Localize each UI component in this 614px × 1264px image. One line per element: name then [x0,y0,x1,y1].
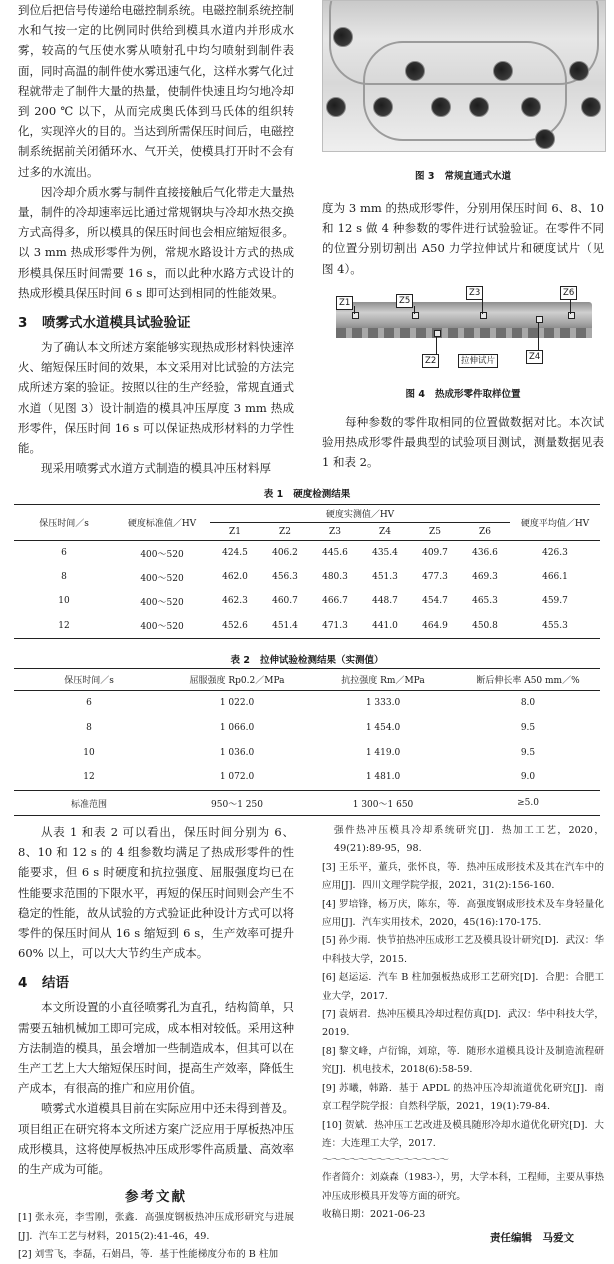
responsible-editor: 责任编辑 马爱文 [490,1231,574,1244]
table-cell: 436.6 [472,548,498,559]
author-bio: 作者简介：刘焱森（1983-），男，大学本科，工程师，主要从事热冲压成形模具开发等方面的研究。 [322,1172,604,1202]
table-cell: 456.3 [272,572,298,583]
water-channel-hole [405,61,425,81]
table-cell: 1 481.0 [365,772,401,783]
water-channel-hole [326,97,346,117]
body-paragraph: 为了确认本文所述方案能够实现热成形材料快速淬火、缩短保压时间的效果，本文采用对比试验的方法完成所述方案的验证。按照以往的生产经验，常规直通式水道（见图 3）设计制造的模具冲压厚度 3 mm 热成形零件，保压时间 16 s 可以保证热成形材料的力学性能。 [18,340,294,456]
table-cell: 406.2 [272,548,298,559]
water-channel-hole [431,97,451,117]
table-cell: 400～520 [140,573,184,584]
figure-caption-text: 热成形零件取样位置 [434,389,521,400]
column-header: 硬度平均值／HV [510,505,600,541]
leader-line [482,298,483,314]
table-cell: 451.4 [272,620,298,631]
water-channel-hole [493,61,513,81]
table-cell: 8 [61,572,67,583]
table-cell: 1 022.0 [219,698,255,709]
table-row [14,614,600,639]
table-cell: 12 [83,772,95,783]
part-flange [336,328,592,338]
table-cell: 1 333.0 [365,698,401,709]
column-header: 保压时间／s [14,669,164,691]
table-cell: 1 419.0 [365,747,401,758]
figure-label: 图 3 [415,171,435,182]
section-heading [18,311,294,331]
leader-line [570,300,571,314]
water-channel-hole [469,97,489,117]
reference-item: [9] 苏曦，韩路．基于 APDL 的热冲压冷却流道优化研究[J]．南京工程学院学报：自然科学版，2021，19(1):79-84. [322,1082,604,1113]
zone-tag: Z4 [526,350,543,364]
table-cell: 454.7 [422,596,448,607]
body-paragraph: 现采用喷雾式水道方式制造的模具冲压材料厚 [41,461,271,476]
table-cell: 441.0 [372,620,398,631]
column-header: 保压时间／s [14,505,114,541]
table-row [14,565,600,589]
table-cell: 469.3 [472,572,498,583]
zone-tag: 拉伸试片 [458,354,498,368]
table-cell: 9.0 [520,772,536,783]
zone-header: Z6 [460,523,510,541]
column-group-header: 硬度实测值／HV [210,505,510,523]
table-cell: 1 066.0 [219,723,255,734]
tensile-table [14,668,600,816]
table-cell: 400～520 [140,622,184,633]
table-1-caption [14,486,600,500]
column-header: 硬度标准值／HV [114,505,210,541]
figure-4-caption [322,386,604,400]
table-row [14,541,600,566]
leader-line [436,336,437,354]
zone-tag: Z3 [466,286,483,300]
table-cell: 400～520 [140,597,184,608]
water-channel-hole [581,97,601,117]
table-cell: 1 454.0 [365,723,401,734]
section-number: 4 [18,975,28,992]
table-row [14,765,600,790]
section-number: 3 [18,315,28,332]
leader-line [414,306,415,314]
reference-item: [6] 赵运运．汽车 B 柱加强板热成形工艺研究[D]．合肥：合肥工业大学，2017. [322,972,604,1002]
table-cell: 409.7 [422,548,448,559]
section-heading [18,971,294,991]
reference-item: 强件热冲压模具冷却系统研究[J]．热加工工艺，2020，49(21):89-95，98. [334,825,604,855]
table-cell: 450.8 [472,620,498,631]
references-heading: 参考文献 [125,1189,187,1206]
table-cell: 1 036.0 [219,747,255,758]
leader-line [538,322,539,350]
column-header: 屈服强度 Rp0.2／MPa [164,669,310,691]
reference-item: [8] 黎文峰，卢衍锦，刘琼，等．随形水道模具设计及制造流程研究[J]．机电技术，2018(6):58-59. [322,1045,604,1076]
table-cell: 480.3 [322,572,348,583]
table-cell: 466.1 [542,572,568,583]
body-paragraph: 喷雾式水道模具目前在实际应用中还未得到普及。项目组正在研究将本文所述方案广泛应用于厚板热冲压成形模具，这将使厚板热冲压成形零件高质量、高效率的生产成为可能。 [18,1101,294,1177]
table-cell: 8 [86,723,92,734]
zone-header: Z2 [260,523,310,541]
table-cell: 标准范围 [14,790,164,816]
table-cell: 448.7 [372,596,398,607]
table-cell: 950～1 250 [164,790,310,816]
table-cell: 445.6 [322,548,348,559]
zone-tag: Z6 [560,286,577,300]
zone-tag: Z1 [336,296,353,310]
tilde-divider: ～～～～～～～～～～～～～～ [322,1155,448,1167]
figure-3-image [322,0,606,152]
hardness-table [14,504,600,639]
body-paragraph: 度为 3 mm 的热成形零件，分别用保压时间 6、8、10 和 12 s 做 4 种参数的零件进行试验验证。在零件不同的位置分别切割出 A50 力学拉伸试片和硬度试片（见图 4）。 [322,201,604,276]
table-label: 表 1 [263,489,284,500]
standard-range-row [14,790,600,816]
table-cell: 465.3 [472,596,498,607]
table-cell: 12 [58,620,70,631]
table-cell: 452.6 [222,620,248,631]
figure-4-image [330,284,598,370]
table-row [14,740,600,765]
table-row [14,716,600,741]
zone-header: Z1 [210,523,260,541]
column-header: 抗拉强度 Rm／MPa [310,669,456,691]
water-channel-hole [373,97,393,117]
table-cell: ≥5.0 [456,790,600,816]
table-row [14,691,600,716]
reference-item: [7] 袁炳君．热冲压模具冷却过程仿真[D]．武汉：华中科技大学，2019. [322,1009,604,1039]
figure-label: 图 4 [405,389,425,400]
body-paragraph: 从表 1 和表 2 可以看出，保压时间分别为 6、8、10 和 12 s 的 4 组参数均满足了热成形零件的性能要求，但 6 s 时硬度和抗拉强度、屈服强度均已在性能要求范围的下限水平，再短的保压时间则会产生不稳定的性能，故从试验的方式验证此种设计方式可以将零件的保压时间从 16 s 缩短到 6 s，生产效率可提升 60% 以上，可以大大节约生产成本。 [18,825,294,961]
table-cell: 464.9 [422,620,448,631]
table-cell: 1 300～1 650 [310,790,456,816]
table-cell: 466.7 [322,596,348,607]
zone-tag: Z2 [422,354,439,368]
figure-caption-text: 常规直通式水道 [444,171,511,182]
table-cell: 462.0 [222,572,248,583]
table-cell: 455.3 [542,620,568,631]
received-date: 收稿日期：2021-06-23 [322,1209,426,1221]
table-cell: 9.5 [520,723,536,734]
section-title: 喷雾式水道模具试验验证 [42,315,191,332]
table-cell: 1 072.0 [219,772,255,783]
table-cell: 459.7 [542,596,568,607]
leader-line [354,306,355,314]
table-row [14,589,600,613]
table-cell: 400～520 [140,549,184,560]
section-title: 结语 [42,975,69,992]
table-2-caption [14,652,600,666]
table-cell: 10 [83,747,95,758]
reference-item: [4] 罗培锋，杨万庆，陈东，等．高强度钢成形技术及车身轻量化应用[J]．汽车实用技术，2020，45(16):170-175. [322,898,604,929]
right-column-text [322,412,604,473]
reference-item: [3] 王乐平，董兵，张怀良，等．热冲压成形技术及其在汽车中的应用[J]．四川文理学院学报，2021，31(2):156-160. [322,861,604,892]
water-channel-hole [333,27,353,47]
left-column-top [18,0,294,478]
table-cell: 8.0 [520,698,536,709]
left-column-bottom [18,822,294,1264]
column-header: 断后伸长率 A50 mm／% [456,669,600,691]
water-channel-hole [535,129,555,149]
reference-item: [5] 孙少雨．快节拍热冲压成形工艺及模具设计研究[D]．武汉：华中科技大学，2015. [322,935,604,965]
table-cell: 426.3 [542,548,568,559]
table-cell: 460.7 [272,596,298,607]
body-paragraph: 因冷却介质水雾与制件直接接触后气化带走大量热量，制件的冷却速率远比通过常规钢块与冷却水热交换方式高得多，所以模具的保压时间也会相应缩短很多。以 3 mm 热成形零件为例，常规水路设计方式的热成形模具保压时间需要 16 s，而以此种水路方式设计的热成形模具保压时间 6 s 即可达到相同的性能效果。 [18,184,294,300]
table-cell: 424.5 [222,548,248,559]
table-title: 硬度检测结果 [293,489,351,500]
table-cell: 435.4 [372,548,398,559]
zone-header: Z4 [360,523,410,541]
reference-item: [1] 张永亮，李雪刚，张鑫．高强度钢板热冲压成形研究与进展[J]．汽车工艺与材料，2015(2):41-46，49. [18,1212,294,1242]
body-paragraph: 每种参数的零件取相同的位置做数据对比。本次试验用热成形零件最典型的试验项目测试，测量数据见表 1 和表 2。 [322,415,604,470]
zone-header: Z5 [410,523,460,541]
table-cell: 6 [61,548,67,559]
right-column-bottom [322,822,604,1247]
mold-ridge [363,41,567,141]
body-paragraph: 本文所设置的小直径喷雾孔为直孔，结构简单，只需要五轴机械加工即可完成，成本相对较低。采用这种方法制造的模具，虽会增加一些制造成本，但其可以在生产工艺上大大缩短保压时间，提高生产效率，降低生产成本，有很高的推广和应用价值。 [18,1000,294,1096]
table-cell: 6 [86,698,92,709]
water-channel-hole [521,97,541,117]
table-cell: 9.5 [520,747,536,758]
water-channel-hole [569,61,589,81]
table-cell: 10 [58,596,70,607]
right-column-text [322,198,604,279]
table-cell: 462.3 [222,596,248,607]
reference-item: [2] 刘雪飞，李磊，石娟昌，等．基于性能梯度分布的 B 柱加 [18,1249,279,1261]
table-label: 表 2 [230,655,250,666]
body-paragraph: 到位后把信号传递给电磁控制系统。电磁控制系统控制水和气按一定的比例同时供给到模具水道内并形成水雾，较高的气压使水雾从喷射孔中均匀喷射到制件表面，同时高温的制件使水雾迅速气化，这样水雾气化过程就带走了制件大量的热量，使制件快速且均匀地冷却到 200 ℃ 以下，从而完成奥氏体到马氏体的组织转化，实现淬火的目的。当达到所需保压时间后，电磁控制系统据前关闭循环水、气开关，使模具打开时不会有过多的水流出。 [18,3,294,179]
zone-header: Z3 [310,523,360,541]
figure-3-caption [322,168,604,182]
table-cell: 451.3 [372,572,398,583]
table-title: 拉伸试验检测结果（实测值） [259,655,384,666]
reference-item: [10] 贺斌．热冲压工艺改进及模具随形冷却水道优化研究[D]．大连：大连理工大学，2017. [322,1119,604,1149]
table-cell: 477.3 [422,572,448,583]
zone-tag: Z5 [396,294,413,308]
table-cell: 471.3 [322,620,348,631]
